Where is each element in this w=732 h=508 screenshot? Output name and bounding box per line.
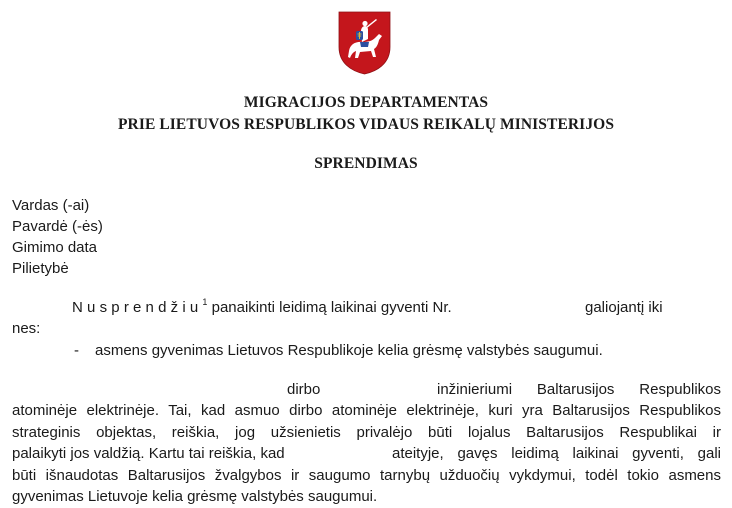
paragraph-line-6: gyvenimas Lietuvoje kelia grėsmę valstybės saugumui. [12, 488, 378, 506]
decision-text: panaikinti leidimą laikinai gyventi Nr. [211, 299, 452, 316]
decision-verb: Nusprendžiu [72, 299, 203, 316]
reason-text: asmens gyvenimas Lietuvos Respublikoje kelia grėsmę valstybės saugumui. [95, 342, 603, 359]
list-dash: - [74, 342, 79, 359]
paragraph-line-4-end: ateityje, gavęs leidimą laikinai gyventi, gali [392, 445, 721, 463]
worked-text: dirbo [287, 381, 321, 398]
because-text: nes: [12, 320, 41, 337]
decision-sentence [72, 299, 452, 316]
paragraph-line-3: strateginis objektas, reiškia, jog užsienietis privalėjo būti lojalus Baltarusijos Respublikai ir [12, 423, 721, 441]
paragraph-line-4-start: palaikyti jos valdžią. Kartu tai reiškia, kad [12, 445, 285, 463]
document-title: SPRENDIMAS [314, 155, 418, 172]
paragraph-line-2: atominėje elektrinėje. Tai, kad asmuo dirbo atominėje elektrinėje, kuri yra Baltarusijos Respublikos [12, 402, 721, 419]
field-birth-date: Gimimo data [12, 239, 98, 256]
justification-paragraph [12, 400, 721, 508]
field-last-name: Pavardė (-ės) [12, 218, 103, 235]
coat-of-arms-icon [338, 11, 391, 75]
field-first-name: Vardas (-ai) [12, 197, 90, 214]
paragraph-line-4 [12, 443, 721, 465]
paragraph-line-5: būti išnaudotas Baltarusijos žvalgybos ir saugumo tarnybų užduočių vykdymui, todėl tokio asmens [12, 466, 721, 484]
footnote-mark: 1 [202, 297, 208, 307]
valid-until-text: galiojantį iki [585, 299, 663, 316]
engineer-text: inžinieriumi Baltarusijos Respublikos [437, 381, 721, 398]
ministry-name: PRIE LIETUVOS RESPUBLIKOS VIDAUS REIKALŲ MINISTERIJOS [117, 116, 615, 133]
department-name: MIGRACIJOS DEPARTAMENTAS [243, 94, 489, 111]
field-citizenship: Pilietybė [12, 260, 69, 277]
